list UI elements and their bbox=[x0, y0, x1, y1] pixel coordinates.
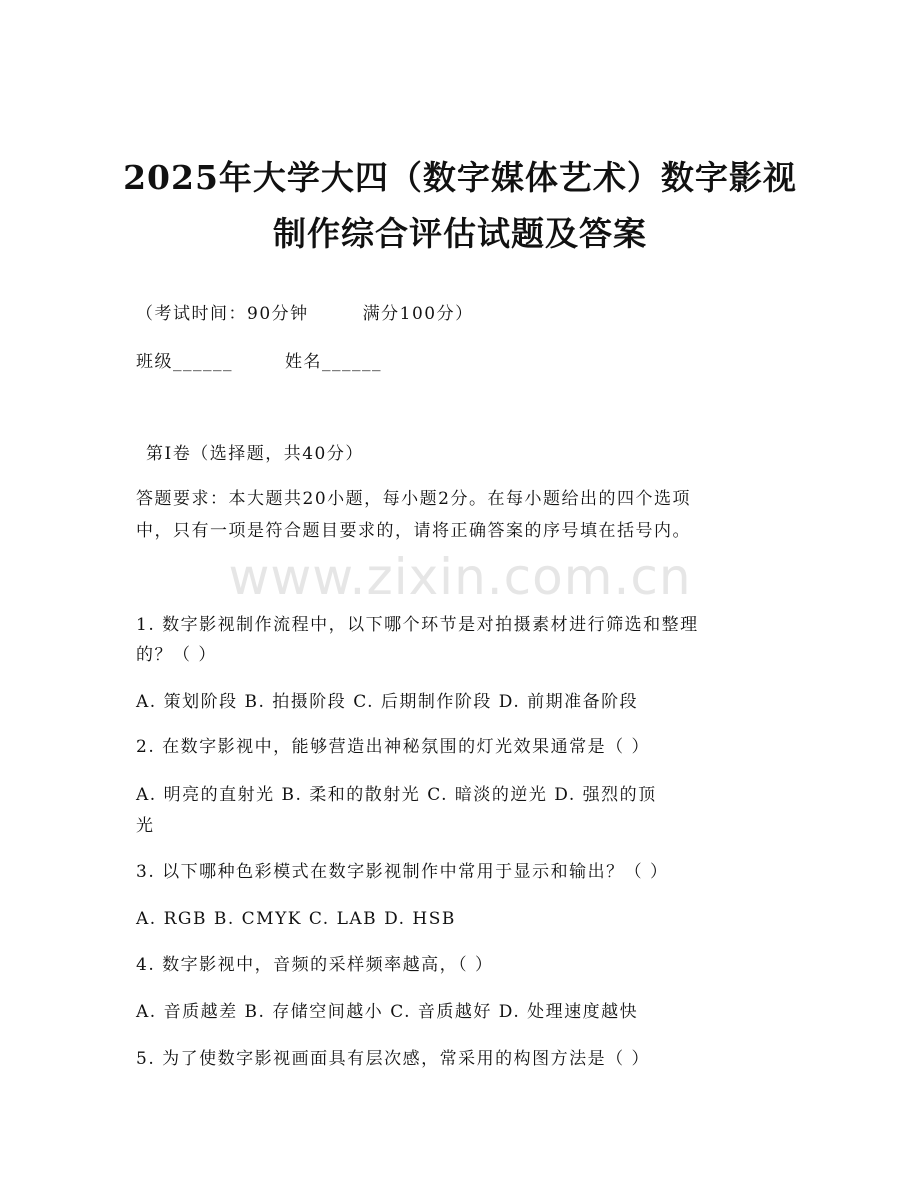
watermark: www.zixin.com.cn bbox=[228, 548, 692, 606]
question-5-stem: 5. 为了使数字影视画面具有层次感，常采用的构图方法是（ ） bbox=[136, 1049, 651, 1069]
title-line-1: 2025年大学大四（数字媒体艺术）数字影视 bbox=[123, 158, 797, 197]
instructions-line-2: 中，只有一项是符合题目要求的，请将正确答案的序号填在括号内。 bbox=[136, 521, 691, 541]
name-field: 姓名______ bbox=[285, 352, 382, 372]
instructions-line-1: 答题要求：本大题共20小题，每小题2分。在每小题给出的四个选项 bbox=[136, 489, 691, 509]
title-line-2: 制作综合评估试题及答案 bbox=[273, 214, 647, 253]
question-2-stem: 2. 在数字影视中，能够营造出神秘氛围的灯光效果通常是（ ） bbox=[136, 737, 651, 757]
document-title bbox=[60, 150, 860, 262]
exam-info bbox=[136, 300, 786, 328]
section-title: 第Ⅰ卷（选择题，共40分） bbox=[146, 444, 364, 464]
class-field: 班级______ bbox=[136, 352, 233, 372]
question-3-options: A. RGB B. CMYK C. LAB D. HSB bbox=[136, 909, 456, 929]
exam-score: 满分100分） bbox=[362, 304, 474, 324]
student-info bbox=[136, 348, 786, 376]
question-3-stem: 3. 以下哪种色彩模式在数字影视制作中常用于显示和输出？（ ） bbox=[136, 862, 669, 882]
question-4-options: A. 音质越差 B. 存储空间越小 C. 音质越好 D. 处理速度越快 bbox=[136, 1002, 639, 1022]
question-1-options: A. 策划阶段 B. 拍摄阶段 C. 后期制作阶段 D. 前期准备阶段 bbox=[136, 692, 639, 712]
question-2-options-line-2: 光 bbox=[136, 816, 155, 836]
question-1-stem-line-1: 1. 数字影视制作流程中，以下哪个环节是对拍摄素材进行筛选和整理 bbox=[136, 615, 699, 635]
question-2-options-line-1: A. 明亮的直射光 B. 柔和的散射光 C. 暗淡的逆光 D. 强烈的顶 bbox=[136, 785, 657, 805]
exam-time: （考试时间：90分钟 bbox=[136, 304, 309, 324]
question-4-stem: 4. 数字影视中，音频的采样频率越高，（ ） bbox=[136, 955, 494, 975]
question-1-stem-line-2: 的？（ ） bbox=[136, 645, 217, 665]
